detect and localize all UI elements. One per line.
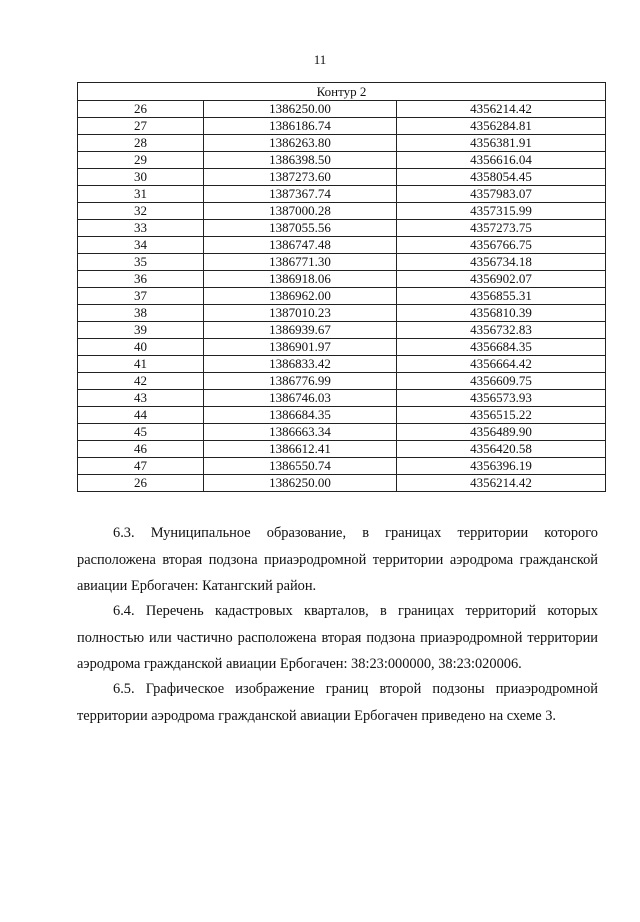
y-coordinate-cell: 4356396.19 xyxy=(397,458,606,475)
x-coordinate-cell: 1386186.74 xyxy=(204,118,397,135)
table-row xyxy=(78,220,606,237)
table-row xyxy=(78,458,606,475)
point-number-cell: 45 xyxy=(78,424,204,441)
point-number-cell: 43 xyxy=(78,390,204,407)
x-coordinate-cell: 1386684.35 xyxy=(204,407,397,424)
point-number-cell: 36 xyxy=(78,271,204,288)
contour-header: Контур 2 xyxy=(78,83,606,101)
y-coordinate-cell: 4356214.42 xyxy=(397,475,606,492)
table-row xyxy=(78,118,606,135)
x-coordinate-cell: 1386663.34 xyxy=(204,424,397,441)
point-number-cell: 28 xyxy=(78,135,204,152)
y-coordinate-cell: 4356381.91 xyxy=(397,135,606,152)
point-number-cell: 27 xyxy=(78,118,204,135)
point-number-cell: 41 xyxy=(78,356,204,373)
paragraph-6-4 xyxy=(77,598,598,678)
point-number-cell: 32 xyxy=(78,203,204,220)
point-number-cell: 37 xyxy=(78,288,204,305)
coordinates-table xyxy=(77,82,606,492)
point-number-cell: 42 xyxy=(78,373,204,390)
x-coordinate-cell: 1386746.03 xyxy=(204,390,397,407)
point-number-cell: 26 xyxy=(78,475,204,492)
y-coordinate-cell: 4356902.07 xyxy=(397,271,606,288)
y-coordinate-cell: 4356616.04 xyxy=(397,152,606,169)
y-coordinate-cell: 4356489.90 xyxy=(397,424,606,441)
paragraph-text: 6.3. Муниципальное образование, в границах территории которого расположена вторая подзона приаэродромной территории аэродрома гражданской авиации Ербогачен: Катангский район. xyxy=(77,525,598,594)
y-coordinate-cell: 4356810.39 xyxy=(397,305,606,322)
paragraph-6-5 xyxy=(77,676,598,729)
table-row xyxy=(78,203,606,220)
table-row xyxy=(78,356,606,373)
point-number-cell: 46 xyxy=(78,441,204,458)
table-row xyxy=(78,186,606,203)
table-row xyxy=(78,390,606,407)
point-number-cell: 38 xyxy=(78,305,204,322)
table-header-row xyxy=(78,83,606,101)
paragraph-6-3 xyxy=(77,520,598,600)
y-coordinate-cell: 4356573.93 xyxy=(397,390,606,407)
x-coordinate-cell: 1387273.60 xyxy=(204,169,397,186)
x-coordinate-cell: 1386962.00 xyxy=(204,288,397,305)
page-number: 11 xyxy=(313,52,327,67)
point-number-cell: 44 xyxy=(78,407,204,424)
table-row xyxy=(78,322,606,339)
x-coordinate-cell: 1386398.50 xyxy=(204,152,397,169)
point-number-cell: 39 xyxy=(78,322,204,339)
table-body xyxy=(78,83,606,492)
table-row xyxy=(78,135,606,152)
y-coordinate-cell: 4356766.75 xyxy=(397,237,606,254)
y-coordinate-cell: 4356515.22 xyxy=(397,407,606,424)
x-coordinate-cell: 1387055.56 xyxy=(204,220,397,237)
x-coordinate-cell: 1387000.28 xyxy=(204,203,397,220)
table-row xyxy=(78,339,606,356)
table-row xyxy=(78,152,606,169)
x-coordinate-cell: 1386250.00 xyxy=(204,101,397,118)
table-row xyxy=(78,407,606,424)
point-number-cell: 31 xyxy=(78,186,204,203)
x-coordinate-cell: 1386939.67 xyxy=(204,322,397,339)
y-coordinate-cell: 4356214.42 xyxy=(397,101,606,118)
x-coordinate-cell: 1386550.74 xyxy=(204,458,397,475)
table-row xyxy=(78,237,606,254)
paragraph-text: 6.4. Перечень кадастровых кварталов, в границах территорий которых полностью или частично расположена вторая подзона приаэродромной территории аэродрома гражданской авиации Ербогачен: 38:23:000000, 38:23:020006. xyxy=(77,603,598,672)
table-row xyxy=(78,169,606,186)
x-coordinate-cell: 1386263.80 xyxy=(204,135,397,152)
y-coordinate-cell: 4356609.75 xyxy=(397,373,606,390)
y-coordinate-cell: 4356855.31 xyxy=(397,288,606,305)
x-coordinate-cell: 1386776.99 xyxy=(204,373,397,390)
y-coordinate-cell: 4357273.75 xyxy=(397,220,606,237)
paragraph-text: 6.5. Графическое изображение границ второй подзоны приаэродромной территории аэродрома гражданской авиации Ербогачен приведено на схеме 3. xyxy=(77,681,598,724)
y-coordinate-cell: 4356664.42 xyxy=(397,356,606,373)
table-row xyxy=(78,424,606,441)
point-number-cell: 34 xyxy=(78,237,204,254)
y-coordinate-cell: 4357315.99 xyxy=(397,203,606,220)
table-row xyxy=(78,305,606,322)
y-coordinate-cell: 4357983.07 xyxy=(397,186,606,203)
x-coordinate-cell: 1386771.30 xyxy=(204,254,397,271)
y-coordinate-cell: 4356734.18 xyxy=(397,254,606,271)
x-coordinate-cell: 1386250.00 xyxy=(204,475,397,492)
x-coordinate-cell: 1387367.74 xyxy=(204,186,397,203)
table-row xyxy=(78,475,606,492)
y-coordinate-cell: 4356284.81 xyxy=(397,118,606,135)
x-coordinate-cell: 1386918.06 xyxy=(204,271,397,288)
table-row xyxy=(78,373,606,390)
y-coordinate-cell: 4356684.35 xyxy=(397,339,606,356)
x-coordinate-cell: 1386612.41 xyxy=(204,441,397,458)
y-coordinate-cell: 4356732.83 xyxy=(397,322,606,339)
point-number-cell: 33 xyxy=(78,220,204,237)
table-row xyxy=(78,271,606,288)
table-row xyxy=(78,101,606,118)
x-coordinate-cell: 1386833.42 xyxy=(204,356,397,373)
table-row xyxy=(78,441,606,458)
point-number-cell: 29 xyxy=(78,152,204,169)
point-number-cell: 40 xyxy=(78,339,204,356)
x-coordinate-cell: 1387010.23 xyxy=(204,305,397,322)
y-coordinate-cell: 4356420.58 xyxy=(397,441,606,458)
point-number-cell: 35 xyxy=(78,254,204,271)
table-row xyxy=(78,288,606,305)
x-coordinate-cell: 1386747.48 xyxy=(204,237,397,254)
point-number-cell: 47 xyxy=(78,458,204,475)
table-row xyxy=(78,254,606,271)
x-coordinate-cell: 1386901.97 xyxy=(204,339,397,356)
point-number-cell: 26 xyxy=(78,101,204,118)
y-coordinate-cell: 4358054.45 xyxy=(397,169,606,186)
point-number-cell: 30 xyxy=(78,169,204,186)
